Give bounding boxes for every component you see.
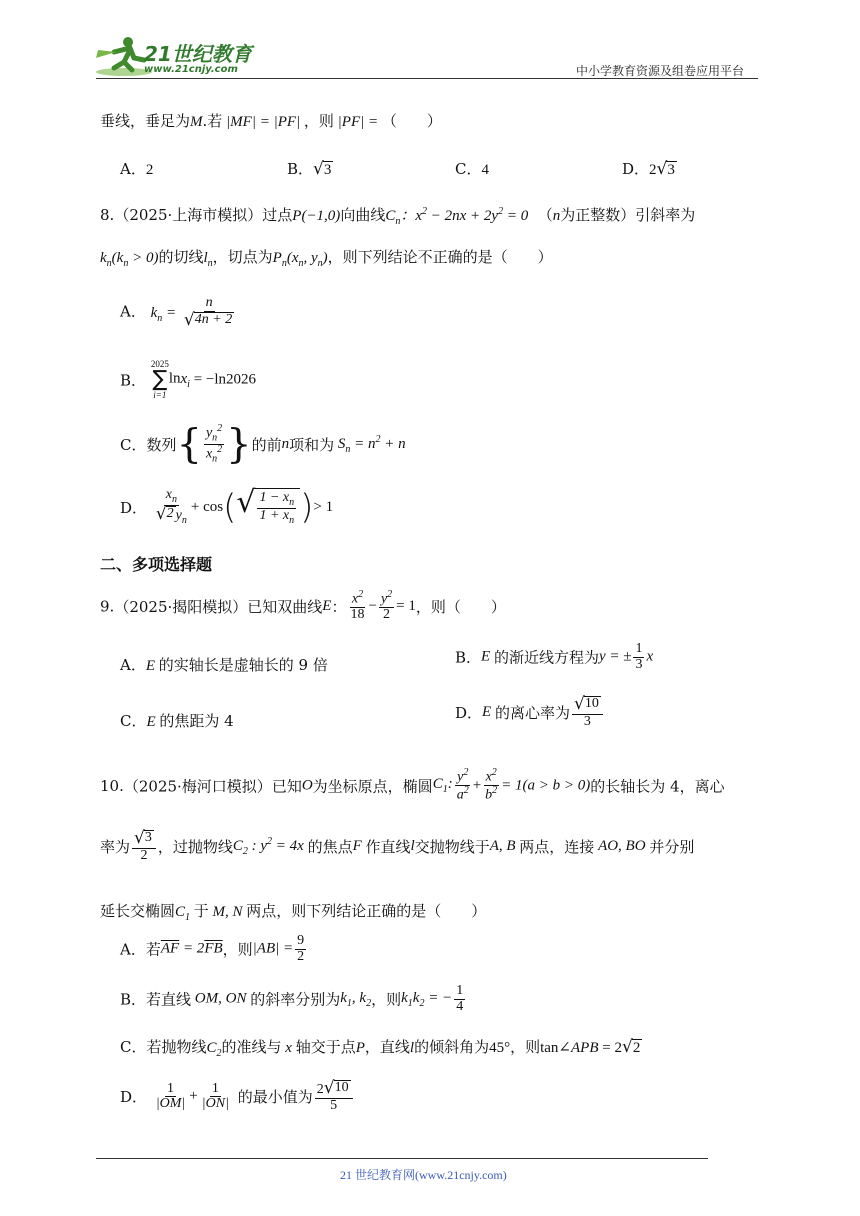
question-number: 9. <box>100 597 115 616</box>
option-label: B． <box>455 648 482 667</box>
q10-text-m: 两点，则下列结论正确的是（ ） <box>246 902 487 920</box>
header-logo <box>94 34 264 80</box>
q10-text-j: 并分别 <box>649 838 695 857</box>
option-value: 3 <box>323 162 332 178</box>
q7-option-c[interactable] <box>455 158 489 179</box>
sum-upper-limit: 2025 <box>150 359 169 369</box>
q7-text-d: （ ） <box>381 112 442 130</box>
option-value: 2 <box>145 162 154 178</box>
q8-text-f: ，切点为 <box>212 248 273 266</box>
option-label: A． <box>120 940 146 959</box>
question-source: （2025·梅河口模拟） <box>123 777 272 796</box>
q8-tangent-point: $P_n(x_n$, $y_n$) <box>272 250 328 269</box>
q8-stem-line2 <box>100 246 553 269</box>
header-platform-text: 中小学教育资源及组卷应用平台 <box>576 64 745 78</box>
option-label: C． <box>455 160 482 178</box>
option-text: 轴交于点 <box>295 1038 356 1056</box>
option-c-text-b: 的前 <box>251 435 282 454</box>
q10-text-e: ，过抛物线 <box>157 838 233 857</box>
q9-option-a[interactable]: A．E 的实轴长是虚轴长的 9 倍 <box>120 656 328 674</box>
option-text: 的准线与 <box>221 1038 282 1056</box>
q10-text-f: 的焦点 <box>307 838 353 857</box>
q8-curve: $C_n$：$x^2 - 2nx + 2y^2 = 0$ <box>385 206 529 227</box>
q7-condition: |MF| = |PF| <box>222 114 304 130</box>
option-text: ，直线 <box>364 1038 410 1056</box>
logo-main-text: 21世纪教育 <box>144 42 252 66</box>
q8-text-d: 为正整数）引斜率为 <box>560 206 696 224</box>
q10-stem-line1: 10.（2025·梅河口模拟）已知O为坐标原点，椭圆$C_1$: $\frac{y^2}{a^2}$ + $\frac{x^2}{b^2}$ = 1(a > b > 0)的长轴长为 4，离心 <box>100 767 725 803</box>
option-text: 的焦距为 4 <box>159 712 234 730</box>
q10-O: O <box>301 777 313 794</box>
q9-option-c[interactable]: C．E 的焦距为 4 <box>120 712 234 730</box>
question-source: （2025·上海市模拟） <box>114 206 263 224</box>
q8-text-a: 过点 <box>262 206 293 224</box>
option-text: 的最小值为 <box>237 1088 313 1107</box>
q10-stem-line2: 率为 √ 3 2 ，过抛物线$C_2$ : $y^2 = 4x$ 的焦点F 作直线l交抛物线于A, B 两点，连接 AO, BO 并分别 <box>100 828 695 863</box>
option-label: D． <box>622 160 650 178</box>
option-label: A． <box>120 656 146 674</box>
option-text: 若 <box>145 940 161 959</box>
question-number: 10. <box>100 776 124 795</box>
q7-text-a: 垂线，垂足为 <box>100 112 191 130</box>
q10-option-c[interactable]: C．若抛物线$C_2$的准线与 x 轴交于点P，直线l的倾斜角为45°，则tan∠APB = 2 √ 2 <box>120 1037 641 1059</box>
q7-option-a[interactable] <box>120 158 153 179</box>
q7-M: M <box>190 114 203 130</box>
q8-option-a[interactable]: A． $k_n$ = n √ 4n + 2 <box>120 295 233 330</box>
q7-text-c: ，则 <box>303 112 334 130</box>
option-label: B． <box>120 371 147 390</box>
option-label: D． <box>120 498 148 517</box>
option-text: 的斜率分别为 <box>250 990 341 1009</box>
q7-continuation <box>100 110 442 131</box>
q10-text-a: 已知 <box>271 777 302 796</box>
q7-text-b: .若 <box>202 112 223 130</box>
q10-option-d[interactable]: D． $\frac{1}{|OM|}$ + $\frac{1}{|ON|}$ 的最小值为 2 √ 10 5 <box>120 1080 355 1113</box>
option-text: 的离心率为 <box>494 704 570 723</box>
option-text: 若直线 <box>146 990 192 1009</box>
q10-stem-line3: 延长交椭圆$C_1$ 于 M, N 两点，则下列结论正确的是（ ） <box>100 902 487 923</box>
q10-option-a[interactable]: A．若$\overline{AF} = 2\overline{FB}$，则|AB| = $\frac{9}{2}$ <box>120 933 305 964</box>
section-heading: 二、多项选择题 <box>100 555 213 574</box>
option-b-rhs: = −ln2026 <box>193 371 257 388</box>
option-label: D． <box>120 1088 148 1107</box>
option-value: 4 <box>481 162 489 178</box>
footer-text[interactable]: 21 世纪教育网(www.21cnjy.com) <box>340 1168 507 1182</box>
footer-rule <box>96 1158 708 1159</box>
q7-option-b[interactable]: B． √ 3 <box>287 159 332 179</box>
question-number: 8. <box>100 206 115 224</box>
q9-E: E <box>322 598 332 615</box>
option-label: C． <box>120 712 147 730</box>
option-label: C． <box>120 1038 147 1056</box>
q10-text-k: 延长交椭圆 <box>100 902 176 920</box>
question-source: （2025·揭阳模拟） <box>114 598 248 617</box>
q10-text-b: 为坐标原点，椭圆 <box>312 777 433 796</box>
header-rule <box>96 78 758 79</box>
q9-text-a: 已知双曲线 <box>247 598 323 617</box>
q8-option-d[interactable]: D． $x_n$ √ 2 $y_n$ + cos( √ $\frac{1 - x_n}{1 + x_n}$ )> 1 <box>120 485 334 528</box>
q10-text-h: 交抛物线于 <box>414 838 490 857</box>
option-text: 的倾斜角为 <box>414 1038 490 1056</box>
q9-stem: 9.（2025·揭阳模拟）已知双曲线E： $\frac{x^2}{18}$ − $\frac{y^2}{2}$ = 1，则（ ） <box>100 589 506 623</box>
q8-text-g: ，则下列结论不正确的是（ ） <box>327 248 553 266</box>
option-text: 的渐近线方程为 <box>493 648 599 667</box>
q8-option-b[interactable]: B． 2025 ∑ i=1 lnx$_i$ = −ln2026 <box>120 359 257 400</box>
q8-text-c: （ <box>537 206 553 224</box>
q7-option-d[interactable]: D．2 √ 3 <box>622 159 675 179</box>
option-d-rhs: > 1 <box>313 498 334 515</box>
q10-text-d: 率为 <box>100 838 131 857</box>
option-label: A． <box>120 302 146 321</box>
option-label: C． <box>120 435 147 454</box>
q10-text-l: 于 <box>193 902 209 920</box>
q8-point: P(−1,0) <box>292 208 341 224</box>
logo-url-text: www.21cnjy.com <box>144 64 238 75</box>
option-label: B． <box>120 990 147 1009</box>
option-label: B． <box>287 160 314 178</box>
q9-text-c: ，则（ ） <box>415 598 506 617</box>
q8-text-e: 的切线 <box>158 248 204 266</box>
q9-option-b[interactable]: B．E 的渐近线方程为y = ± $\frac{1}{3}$ x <box>455 641 654 672</box>
sum-lower-limit: i=1 <box>153 390 167 400</box>
option-c-text-a: 数列 <box>146 435 177 454</box>
option-c-text-c: 项和为 <box>289 435 335 454</box>
q8-slope: $k_n(k_n > 0)$ <box>100 250 159 269</box>
q10-text-i: 两点，连接 <box>519 838 595 857</box>
q8-stem-line1 <box>100 204 695 227</box>
q7-target: |PF| = <box>333 114 382 130</box>
q9-text-b: ： <box>331 598 347 617</box>
option-text: ，则 <box>222 940 253 959</box>
option-text: 若抛物线 <box>146 1038 207 1056</box>
q8-n: n <box>552 208 561 224</box>
q8-text-b: 向曲线 <box>340 206 386 224</box>
q8-option-c[interactable]: C．数列{ $\frac{y_n^2}{x_n^2}$ }的前n项和为 $S_n = n^2 + n$ <box>120 421 406 468</box>
option-text: 的实轴长是虚轴长的 9 倍 <box>158 656 328 674</box>
option-label: D． <box>455 704 483 723</box>
option-value: 2 <box>649 162 657 178</box>
q10-option-b[interactable]: B．若直线 OM, ON 的斜率分别为$k_1$, $k_2$，则$k_1k_2$ = − $\frac{1}{4}$ <box>120 983 464 1014</box>
q9-option-d[interactable]: D．E 的离心率为 √ 10 3 <box>455 696 605 729</box>
option-label: A． <box>120 160 146 178</box>
option-value-radicand: 3 <box>667 162 675 178</box>
option-text: ，则 <box>371 990 402 1009</box>
q10-text-c: 的长轴长为 4，离心 <box>590 777 725 796</box>
option-text: ，则 <box>510 1038 541 1056</box>
q8-tangent: $l_n$ <box>203 250 213 269</box>
q10-text-g: 作直线 <box>365 838 411 857</box>
